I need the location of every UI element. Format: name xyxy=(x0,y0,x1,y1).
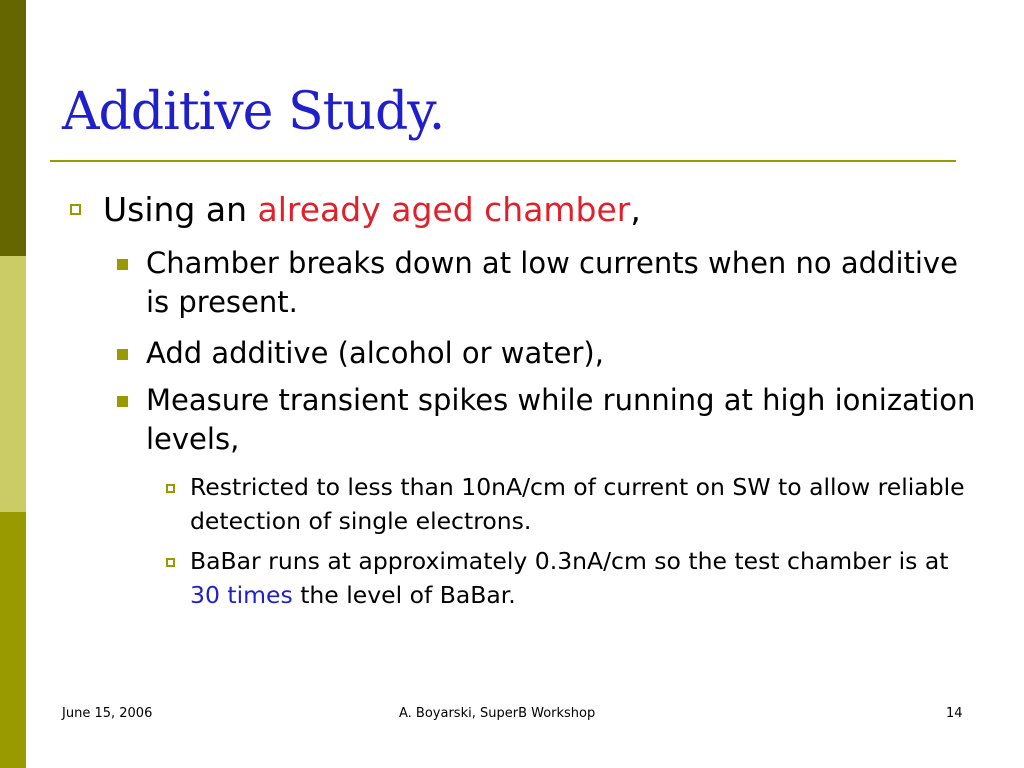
bullet-level1-prefix: Using an xyxy=(103,190,258,229)
bullet-level3-item: Restricted to less than 10nA/cm of current on SW to allow reliable detection of single electrons. xyxy=(190,473,965,535)
bullet-level1 xyxy=(103,190,641,229)
hollow-square-bullet-icon xyxy=(70,204,81,215)
bullet-level1-suffix: , xyxy=(630,190,641,229)
sidebar-band-mid xyxy=(0,512,26,768)
bullet-level2-item: Measure transient spikes while running at high ionization levels, xyxy=(146,383,976,456)
hollow-square-bullet-icon xyxy=(166,484,175,493)
bullet-level3-highlight: 30 times xyxy=(190,581,293,609)
filled-square-bullet-icon xyxy=(117,349,128,360)
footer-page-number: 14 xyxy=(946,706,963,721)
footer-date: June 15, 2006 xyxy=(62,706,153,721)
bullet-level3-prefix: BaBar runs at approximately 0.3nA/cm so the test chamber is at xyxy=(190,547,949,575)
hollow-square-bullet-icon xyxy=(166,558,175,567)
title-divider xyxy=(50,160,956,162)
slide-title: Additive Study. xyxy=(62,82,445,142)
bullet-level2-item: Chamber breaks down at low currents when no additive is present. xyxy=(146,246,958,319)
filled-square-bullet-icon xyxy=(117,396,128,407)
filled-square-bullet-icon xyxy=(117,259,128,270)
sidebar-band-light xyxy=(0,256,26,512)
bullet-level3-item xyxy=(190,544,970,612)
sidebar-band-dark xyxy=(0,0,26,256)
bullet-level1-highlight: already aged chamber xyxy=(257,190,631,229)
bullet-level2-item: Add additive (alcohol or water), xyxy=(146,336,604,370)
footer-author: A. Boyarski, SuperB Workshop xyxy=(399,706,596,721)
bullet-level3-suffix: the level of BaBar. xyxy=(292,581,516,609)
